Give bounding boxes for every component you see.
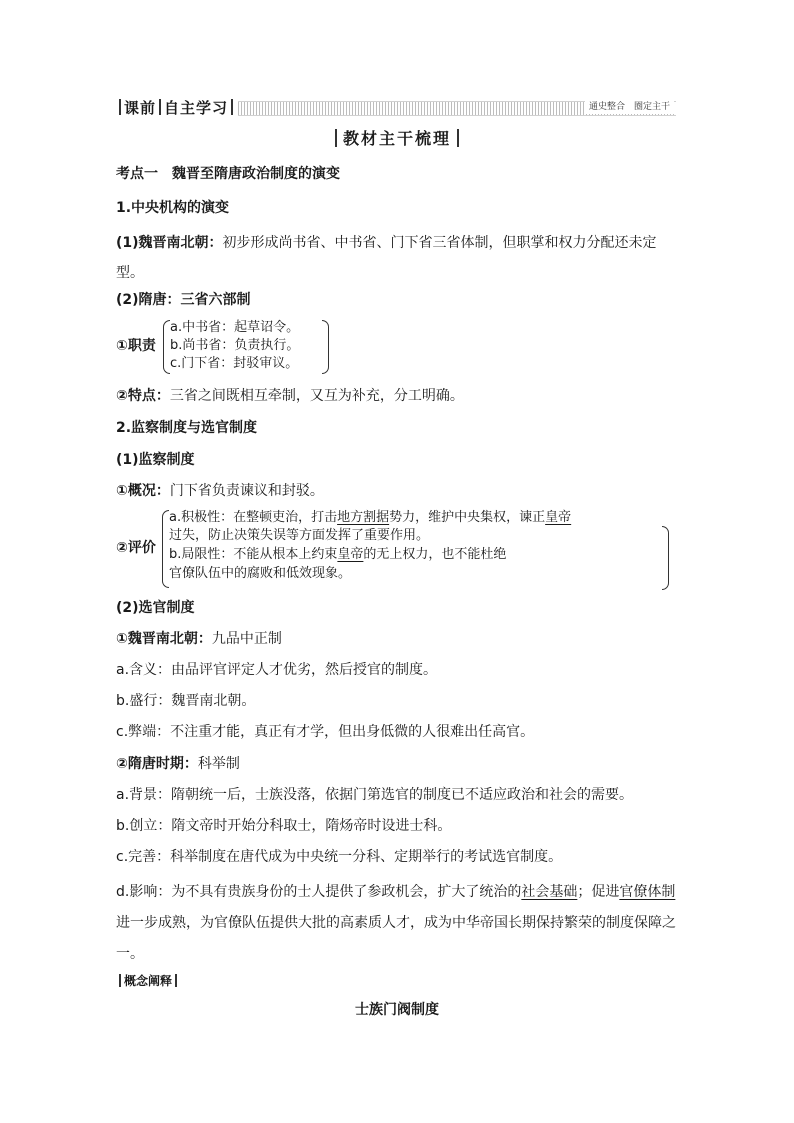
evaluate-a-line2: 过失，防止决策失误等方面发挥了重要作用。	[169, 528, 430, 543]
duty-brace-right	[322, 320, 329, 374]
jiupin-line: ①魏晋南北朝：九品中正制	[116, 631, 282, 647]
header-divider	[231, 99, 233, 115]
heading-central-institutions: 1.中央机构的演变	[116, 200, 230, 216]
heading-selection-system: (2)选官制度	[116, 600, 195, 616]
keju-a: a.背景：隋朝统一后，士族没落，依据门第选官的制度已不适应政治和社会的需要。	[116, 787, 634, 803]
keju-line: ②隋唐时期：科举制	[116, 756, 240, 772]
evaluate-a-line1: a.积极性：在整顿吏治，打击地方割据势力，维护中央集权，谏正皇帝	[169, 510, 572, 525]
text-weijin: 初步形成尚书省、中书省、门下省三省体制，但职掌和权力分配还未定型。	[116, 235, 657, 281]
header-title-a: 课前	[124, 99, 157, 117]
page-header	[116, 98, 676, 118]
header-title-b: 自主学习	[164, 99, 229, 117]
label-suitang: (2)隋唐：三省六部制	[116, 292, 251, 308]
overview-line: ①概况：门下省负责谏议和封驳。	[116, 483, 324, 499]
feature-line: ②特点：三省之间既相互牵制，又互为补充，分工明确。	[116, 388, 464, 404]
label-weijin: (1)魏晋南北朝：	[116, 235, 223, 251]
jiupin-a: a.含义：由品评官评定人才优劣，然后授官的制度。	[116, 662, 438, 678]
jiupin-c: c.弊端：不注重才能，真正有才学，但出身低微的人很难出任高官。	[116, 724, 535, 740]
evaluate-b-line2: 官僚队伍中的腐败和低效现象。	[169, 566, 352, 581]
header-title	[116, 98, 236, 118]
keju-b: b.创立：隋文帝时开始分科取士，隋炀帝时设进士科。	[116, 818, 452, 834]
heading-supervision-system: (1)监察制度	[116, 452, 195, 468]
concept-tag: 概念阐释	[116, 973, 180, 989]
paragraph-weijin	[116, 228, 682, 288]
section-title-text: 教材主干梳理	[342, 129, 451, 148]
title-divider	[335, 129, 337, 147]
concept-title: 士族门阀制度	[355, 1002, 439, 1018]
duty-brace-left	[163, 320, 170, 374]
keju-c: c.完善：科举制度在唐代成为中央统一分科、定期举行的考试选官制度。	[116, 849, 563, 865]
evaluate-label: ②评价	[116, 540, 156, 556]
duty-c: c.门下省：封驳审议。	[170, 356, 299, 371]
keju-d: d.影响：为不具有贵族身份的士人提供了参政机会，扩大了统治的社会基础；促进官僚体制进一步成熟，为官僚队伍提供大批的高素质人才，成为中华帝国长期保持繁荣的制度保障之一。	[116, 884, 676, 962]
header-divider	[119, 99, 121, 115]
title-divider	[457, 129, 459, 147]
concept-divider	[175, 974, 177, 987]
header-right-text: 通史整合 圈定主干	[585, 100, 674, 114]
evaluate-b-line1: b.局限性：不能从根本上约束皇帝的无上权力，也不能杜绝	[169, 547, 507, 562]
header-divider	[159, 99, 161, 115]
evaluate-brace-right	[662, 526, 669, 590]
jiupin-b: b.盛行：魏晋南北朝。	[116, 693, 256, 709]
heading-suitang	[116, 290, 251, 310]
duty-b: b.尚书省：负责执行。	[170, 338, 300, 353]
heading-supervision: 2.监察制度与选官制度	[116, 420, 258, 436]
duty-a: a.中书省：起草诏令。	[170, 320, 300, 335]
section-title	[0, 128, 794, 150]
concept-divider	[119, 974, 121, 987]
kaodian-heading: 考点一 魏晋至隋唐政治制度的演变	[116, 166, 340, 182]
duty-label: ①职责	[116, 338, 156, 354]
evaluate-brace-left	[162, 510, 169, 588]
